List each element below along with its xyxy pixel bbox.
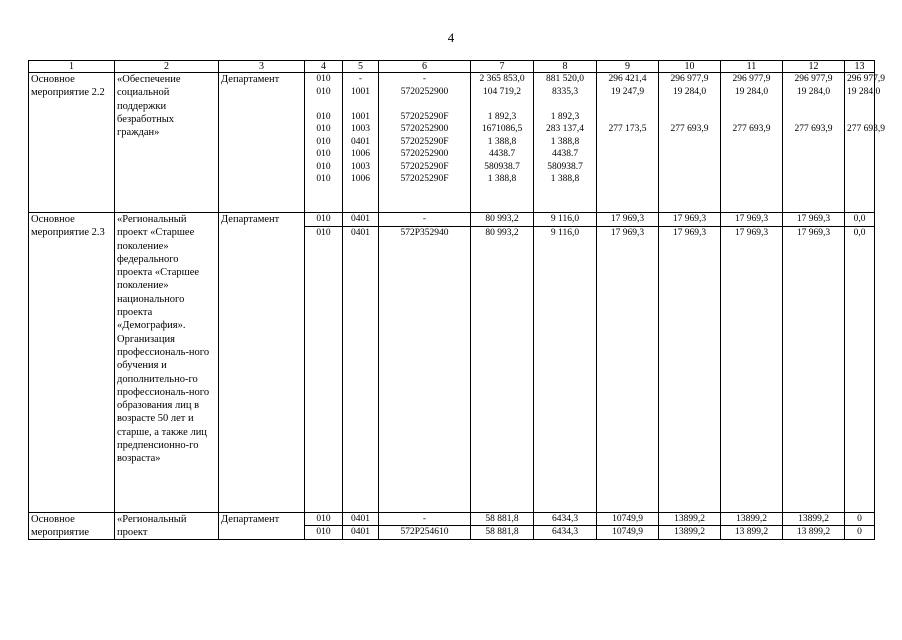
value-cell-col-5: 0401 xyxy=(343,226,379,512)
executor: Департамент xyxy=(219,213,305,513)
value-cell-col-11: 17 969,3 xyxy=(721,226,783,512)
column-header-8: 8 xyxy=(534,61,597,73)
value-cell-col-8: 881 520,0 8335,3 1 892,3 283 137,4 1 388,8 4438.7 580938.7 1 388,8 xyxy=(534,73,597,213)
value-cell-col-7: 58 881,8 xyxy=(471,526,534,540)
value-cell-col-5: - 1001 1001 1003 0401 1006 1003 1006 xyxy=(343,73,379,213)
activity-description: «Обеспечение социальной поддержки безработных граждан» xyxy=(115,73,219,213)
value-cell-col-12: 17 969,3 xyxy=(783,226,845,512)
value-cell-col-10: 296 977,9 19 284,0 277 693,9 xyxy=(659,73,721,213)
header-row xyxy=(29,61,875,73)
value-cell-col-11: 13 899,2 xyxy=(721,526,783,540)
executor: Департамент xyxy=(219,73,305,213)
value-cell-col-12: 13899,2 xyxy=(783,512,845,526)
column-header-5: 5 xyxy=(343,61,379,73)
value-cell-col-11: 296 977,9 19 284,0 277 693,9 xyxy=(721,73,783,213)
value-cell-col-8: 6434,3 xyxy=(534,526,597,540)
column-header-1: 1 xyxy=(29,61,115,73)
column-header-11: 11 xyxy=(721,61,783,73)
value-cell-col-13: 0 xyxy=(845,512,875,526)
value-cell-col-8: 6434,3 xyxy=(534,512,597,526)
value-cell-col-7: 80 993,2 xyxy=(471,226,534,512)
value-cell-col-7: 2 365 853,0 104 719,2 1 892,3 1671086,5 1 388,8 4438.7 580938.7 1 388,8 xyxy=(471,73,534,213)
value-cell-col-11: 17 969,3 xyxy=(721,213,783,227)
value-cell-col-4: 010 xyxy=(305,526,343,540)
value-cell-col-13: 0 xyxy=(845,526,875,540)
value-cell-col-8: 9 116,0 xyxy=(534,226,597,512)
page-number: 4 xyxy=(447,30,455,45)
value-cell-col-9: 10749,9 xyxy=(597,526,659,540)
value-cell-col-5: 0401 xyxy=(343,213,379,227)
value-cell-col-6: - xyxy=(379,213,471,227)
activity-name: Основное мероприятие 2.3 xyxy=(29,213,115,513)
column-header-10: 10 xyxy=(659,61,721,73)
value-cell-col-10: 13899,2 xyxy=(659,526,721,540)
value-cell-col-11: 13899,2 xyxy=(721,512,783,526)
column-header-2: 2 xyxy=(115,61,219,73)
activity-name: Основное мероприятие 2.2 xyxy=(29,73,115,213)
value-cell-col-10: 13899,2 xyxy=(659,512,721,526)
executor: Департамент xyxy=(219,512,305,540)
value-cell-col-10: 17 969,3 xyxy=(659,226,721,512)
value-cell-col-6: - xyxy=(379,512,471,526)
value-cell-col-8: 9 116,0 xyxy=(534,213,597,227)
column-header-13: 13 xyxy=(845,61,875,73)
value-cell-col-13: 296 977,9 19 284,0 277 693,9 xyxy=(845,73,875,213)
table-row xyxy=(29,73,875,213)
budget-table xyxy=(28,60,885,540)
value-cell-col-5: 0401 xyxy=(343,526,379,540)
value-cell-col-6: - 5720252900 572025290F 5720252900 572025290F 5720252900 572025290F 572025290F xyxy=(379,73,471,213)
value-cell-col-7: 80 993,2 xyxy=(471,213,534,227)
value-cell-col-4: 010 xyxy=(305,213,343,227)
value-cell-col-9: 296 421,4 19 247,9 277 173,5 xyxy=(597,73,659,213)
table-row xyxy=(29,213,875,227)
column-header-4: 4 xyxy=(305,61,343,73)
value-cell-col-13: 0,0 xyxy=(845,226,875,512)
table-row xyxy=(29,512,875,526)
activity-description: «Региональный проект «Старшее поколение» федерального проекта «Старшее поколение» национального проекта «Демография». Организация профессиональ-ного обучения и дополнительно-го профессиональ-ного образования лиц в возрасте 50 лет и старше, а также лиц предпенсионно-го возраста» xyxy=(115,213,219,513)
value-cell-col-13: 0,0 xyxy=(845,213,875,227)
value-cell-col-4: 010 xyxy=(305,226,343,512)
value-cell-col-4: 010 xyxy=(305,512,343,526)
value-cell-col-4: 010 010 010 010 010 010 010 010 xyxy=(305,73,343,213)
value-cell-col-9: 17 969,3 xyxy=(597,213,659,227)
value-cell-col-12: 17 969,3 xyxy=(783,213,845,227)
value-cell-col-12: 296 977,9 19 284,0 277 693,9 xyxy=(783,73,845,213)
value-cell-col-9: 17 969,3 xyxy=(597,226,659,512)
value-cell-col-10: 17 969,3 xyxy=(659,213,721,227)
value-cell-col-6: 572P352940 xyxy=(379,226,471,512)
column-header-9: 9 xyxy=(597,61,659,73)
value-cell-col-12: 13 899,2 xyxy=(783,526,845,540)
value-cell-col-7: 58 881,8 xyxy=(471,512,534,526)
activity-description: «Региональный проект xyxy=(115,512,219,540)
column-header-6: 6 xyxy=(379,61,471,73)
activity-name: Основное мероприятие xyxy=(29,512,115,540)
value-cell-col-9: 10749,9 xyxy=(597,512,659,526)
column-header-12: 12 xyxy=(783,61,845,73)
value-cell-col-6: 572P254610 xyxy=(379,526,471,540)
column-header-7: 7 xyxy=(471,61,534,73)
value-cell-col-5: 0401 xyxy=(343,512,379,526)
column-header-3: 3 xyxy=(219,61,305,73)
